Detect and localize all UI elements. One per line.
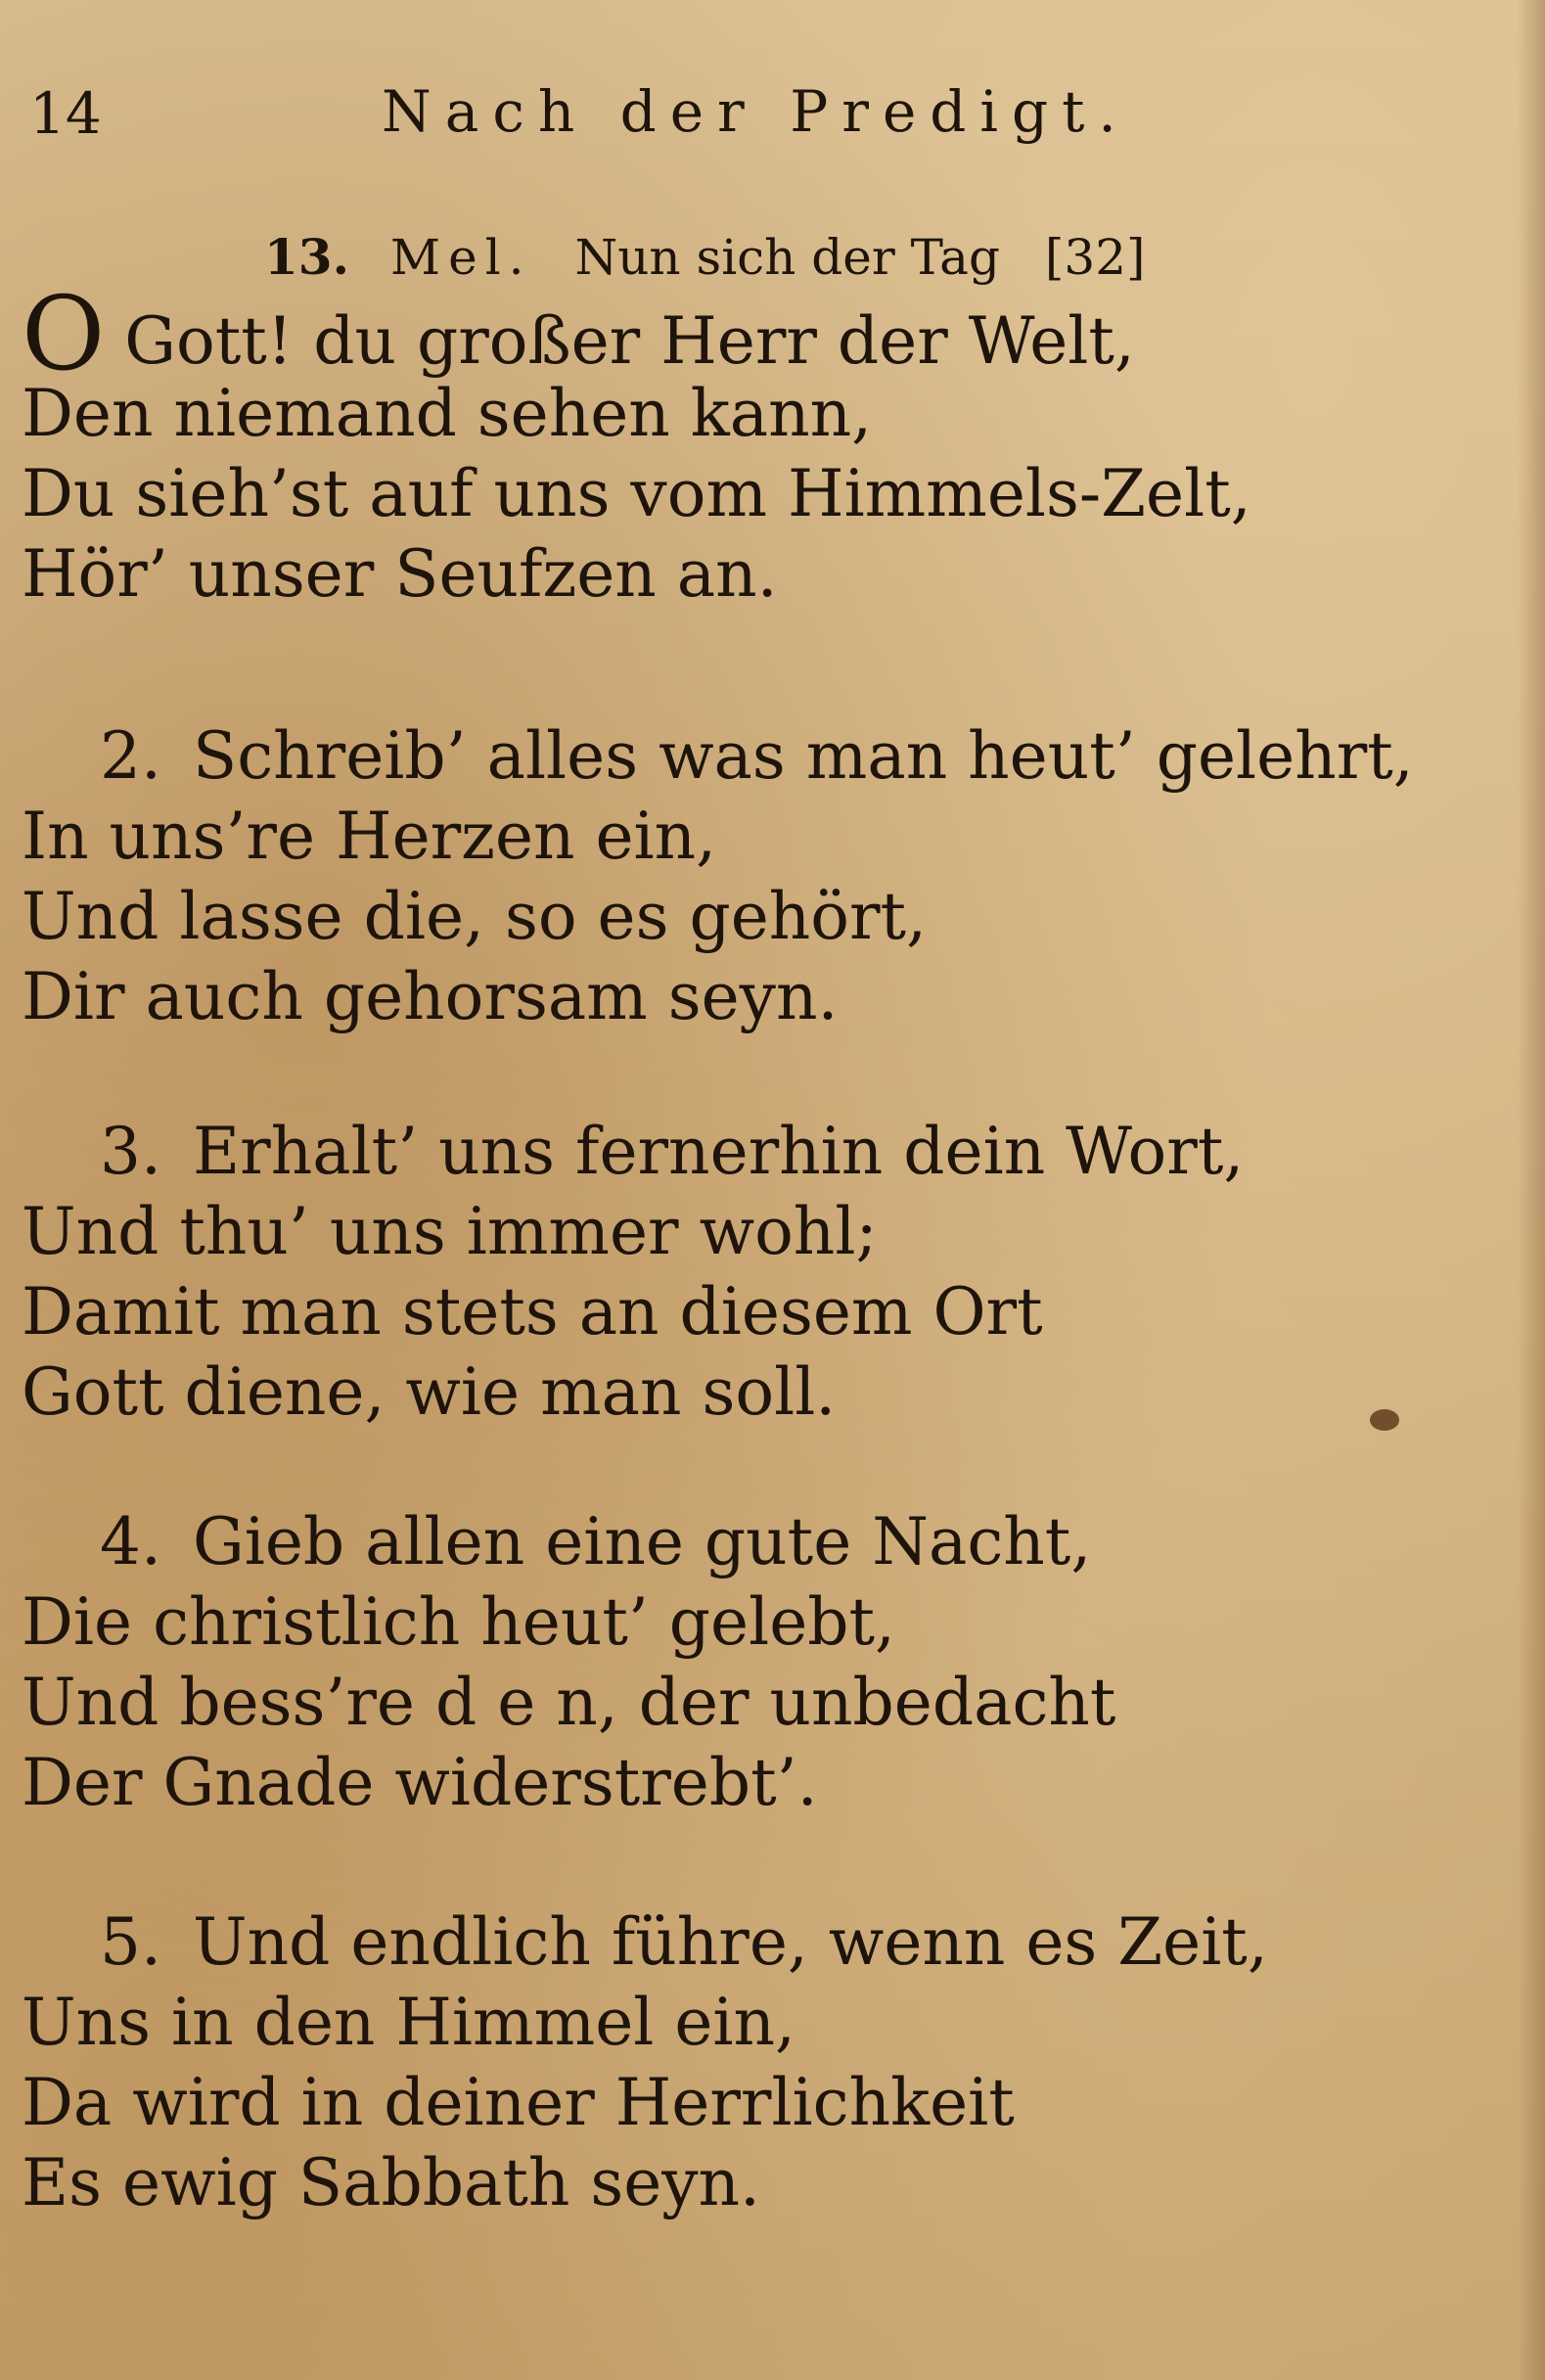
stanza-line: Die christlich heut’ gelebt,: [22, 1584, 896, 1660]
stanza-line: [22, 1902, 1489, 1983]
stanza-line: Und lasse die, so es gehört,: [22, 879, 928, 954]
stanza-line: Damit man stets an diesem Ort: [22, 1274, 1043, 1350]
tune-name: Nun sich der Tag: [574, 229, 1000, 286]
stanza-line: Du sieh’st auf uns vom Himmels-Zelt,: [22, 456, 1251, 531]
stanza-line: [22, 716, 1489, 797]
stanza-line: [22, 1502, 1489, 1582]
hymn-heading: [264, 223, 1146, 292]
running-head: Nach der Predigt.: [382, 78, 1130, 145]
stanza-line: Hör’ unser Seufzen an.: [22, 536, 778, 612]
stanza-line: [22, 274, 1489, 393]
line-text: Schreib’ alles was man heut’ gelehrt,: [192, 718, 1414, 794]
stanza-line: Der Gnade widerstrebt’.: [22, 1745, 818, 1820]
stanza-line: Und bess’re d e n, der unbedacht: [22, 1665, 1116, 1740]
stanza-line: In uns’re Herzen ein,: [22, 799, 717, 874]
stanza-line: Uns in den Himmel ein,: [22, 1985, 796, 2060]
stanza-number: 2.: [100, 718, 161, 794]
hymn-number: 13.: [264, 228, 349, 286]
stanza-line: Da wird in deiner Herrlichkeit: [22, 2065, 1015, 2140]
stanza-line: Den niemand sehen kann,: [22, 376, 873, 451]
stanza-number: 3.: [100, 1114, 161, 1189]
stanza-3: [22, 1112, 1489, 1433]
stanza-number: 5.: [100, 1904, 161, 1980]
line-text: Erhalt’ uns fernerhin dein Wort,: [192, 1114, 1245, 1189]
stanza-line: Gott diene, wie man soll.: [22, 1354, 837, 1430]
tune-reference: [32]: [1044, 229, 1146, 286]
melody-label: Mel.: [389, 229, 532, 286]
stanza-line: Es ewig Sabbath seyn.: [22, 2145, 761, 2220]
page-edge-shadow: [1518, 0, 1545, 2380]
drop-cap: O: [22, 274, 106, 393]
stanza-line: [22, 1112, 1489, 1192]
stanza-line: Und thu’ uns immer wohl;: [22, 1194, 878, 1269]
line-text: Gieb allen eine gute Nacht,: [192, 1504, 1092, 1579]
page-number: 14: [29, 80, 102, 147]
line-text: Und endlich führe, wenn es Zeit,: [192, 1904, 1268, 1980]
stanza-1: [22, 274, 1489, 615]
stanza-5: [22, 1902, 1489, 2223]
stanza-4: [22, 1502, 1489, 1823]
stanza-2: [22, 716, 1489, 1037]
stanza-line: Dir auch gehorsam seyn.: [22, 959, 839, 1034]
stanza-number: 4.: [100, 1504, 161, 1579]
line-text: Gott! du großer Herr der Welt,: [124, 303, 1135, 379]
